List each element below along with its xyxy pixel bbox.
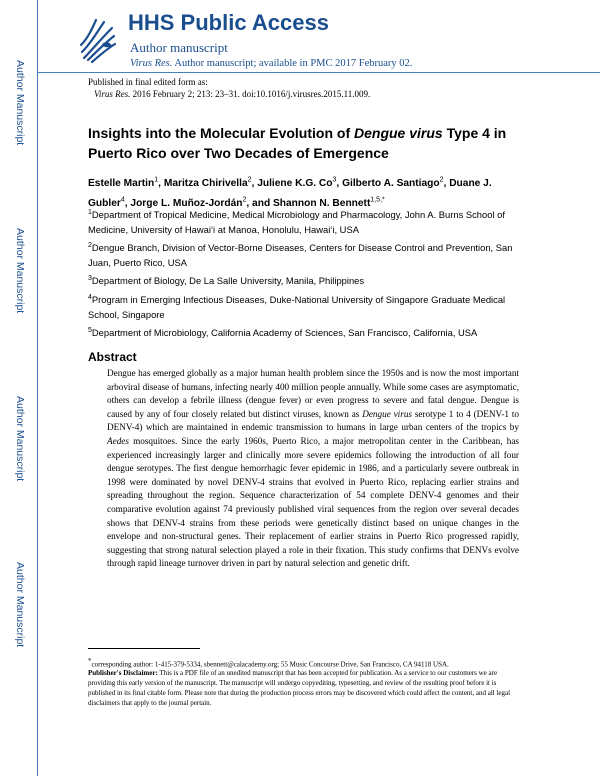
title-italic-part: Dengue virus: [354, 125, 443, 141]
affiliation-number: 4: [88, 294, 92, 301]
footnote-divider: [88, 648, 200, 649]
author-name: Maritza Chirivella: [163, 178, 248, 190]
abstract-heading: Abstract: [88, 350, 137, 364]
affiliation-number: 1: [88, 209, 92, 216]
footnote-mark: *: [88, 657, 92, 665]
author: [342, 178, 449, 189]
affiliation-text: Program in Emerging Infectious Diseases, Duke-National University of Singapore Graduate Medical School, Singapore: [88, 294, 506, 321]
author: [88, 178, 164, 189]
title-part: Insights into the Molecular Evolution of: [88, 125, 354, 141]
author-name: Gilberto A. Santiago: [342, 178, 440, 190]
abstract-italic: Dengue virus: [362, 408, 412, 419]
citation-line: [94, 89, 370, 99]
author-separator: ,: [336, 178, 343, 190]
author-separator: ,: [124, 197, 131, 209]
affiliation: [88, 238, 528, 270]
author-separator: , and: [246, 197, 273, 209]
author-affiliation-mark: 2: [242, 196, 247, 204]
sidebar-label-author-manuscript: Author Manuscript: [14, 396, 26, 482]
author-separator: ,: [251, 178, 258, 190]
author-separator: ,: [443, 178, 450, 190]
header-divider: [38, 72, 600, 73]
author-affiliation-mark: 3: [332, 177, 337, 184]
affiliation: [88, 323, 528, 340]
abstract-segment: Dengue has emerged globally as a major human health problem since the 1950s and is now the most important arboviral disease of humans, infecting nearly 400 million people annually. While some cases are asymptomatic, others can develop a febrile illness (dengue fever) or even progress to severe and fatal dengue. Dengue is caused by any of four closely related but distinct viruses, known as: [107, 368, 519, 419]
sidebar-divider: [37, 0, 38, 776]
hhs-public-access-title: HHS Public Access: [128, 10, 329, 35]
published-label: Published in final edited form as:: [88, 77, 208, 87]
hhs-eagle-logo-icon: [78, 14, 118, 66]
author: [164, 178, 257, 189]
author-manuscript-subtitle: Author manuscript: [130, 40, 228, 55]
affiliation: [88, 205, 528, 237]
author: [257, 178, 342, 189]
citation-journal: Virus Res.: [94, 89, 131, 99]
title-part: Type 4 in Puerto Rico over Two Decades of Emergence: [88, 125, 507, 161]
affiliation-text: Dengue Branch, Division of Vector-Borne Diseases, Centers for Disease Control and Prevention, San Juan, Puerto Rico, USA: [88, 242, 513, 269]
affiliation-number: 2: [88, 242, 92, 249]
article-title: [88, 123, 538, 163]
abstract-segment: serotype 1 to 4 (DENV-1 to DENV-4) which are maintained in endemic transmission to humans in large urban centers of the tropics by: [107, 408, 519, 433]
author-name: Duane J. Gubler: [88, 178, 492, 209]
abstract-italic: Aedes: [107, 435, 129, 446]
author-affiliation-mark: 1,5,*: [370, 196, 385, 204]
author-affiliation-mark: 2: [247, 177, 252, 184]
abstract-text: [107, 367, 519, 571]
sidebar-label-author-manuscript: Author Manuscript: [14, 562, 26, 648]
author-name: Estelle Martin: [88, 178, 155, 190]
sidebar-label-author-manuscript: Author Manuscript: [14, 228, 26, 314]
availability-line: [130, 58, 412, 69]
sidebar-label-author-manuscript: Author Manuscript: [14, 60, 26, 146]
author-name: Shannon N. Bennett: [273, 197, 371, 209]
affiliation-text: Department of Tropical Medicine, Medical Microbiology and Pharmacology, John A. Burns School of Medicine, University of Hawai‘i at Manoa, Honolulu, Hawai‘i, USA: [88, 209, 505, 236]
affiliation-text: Department of Biology, De La Salle University, Manila, Philippines: [91, 275, 365, 287]
author-affiliation-mark: 1: [154, 177, 159, 184]
journal-name: Virus Res.: [130, 58, 173, 69]
footnote-text: corresponding author: 1-415-379-5334, sbennett@calacademy.org; 55 Music Concourse Drive, San Francisco, CA 94118 USA.: [91, 660, 449, 669]
affiliation-number: 3: [88, 275, 92, 282]
citation-details: 2016 February 2; 213: 23–31. doi:10.1016/j.virusres.2015.11.009.: [130, 89, 371, 99]
publisher-disclaimer: [88, 668, 520, 708]
author-affiliation-mark: 2: [439, 177, 444, 184]
author-name: Juliene K.G. Co: [257, 178, 333, 190]
affiliation-number: 5: [88, 327, 92, 334]
abstract-segment: mosquitoes. Since the early 1960s, Puerto Rico, a major metropolitan center in the Caribbean, has experienced increasingly larger and clinically more severe epidemics following the introduction of all four dengue serotypes. The first dengue hemorrhagic fever epidemic in 1986, and a particularly severe outbreak in 1998 were dominated by novel DENV-4 strains that evolved in Puerto Rico, replacing earlier strains and spreading throughout the region. Sequence characterization of 54 complete DENV-4 genomes and their comparative evolution against 74 previously published viral sequences from the region over several decades shows that DENV-4 strains from these periods were genetically distinct based on unique changes in the envelope and non-structural genes. Their replacement of earlier strains in Puerto Rico progressed rapidly, suggesting that strong natural selection played a role in their fixation. This study confirms that DENVs evolve through rapid lineage turnover driven in part by natural selection and genetic drift.: [107, 435, 519, 569]
availability-text: Author manuscript; available in PMC 2017 February 02.: [172, 58, 413, 69]
author-separator: ,: [158, 178, 164, 190]
author-name: Jorge L. Muñoz-Jordán: [130, 197, 243, 209]
affiliation: [88, 290, 528, 322]
disclaimer-label: Publisher's Disclaimer:: [88, 669, 158, 677]
disclaimer-text: This is a PDF file of an unedited manuscript that has been accepted for publication. As a service to our customers we are providing this early version of the manuscript. The manuscript will undergo copyediting, typesetting, and review of the resulting proof before it is published in its final citable form. Please note that during the production process errors may be discovered which could affect the content, and all legal disclaimers that apply to the journal pertain.: [88, 669, 511, 707]
author-affiliation-mark: 4: [120, 196, 125, 204]
affiliation: [88, 271, 528, 288]
affiliation-text: Department of Microbiology, California Academy of Sciences, San Francisco, California, USA: [91, 327, 478, 339]
